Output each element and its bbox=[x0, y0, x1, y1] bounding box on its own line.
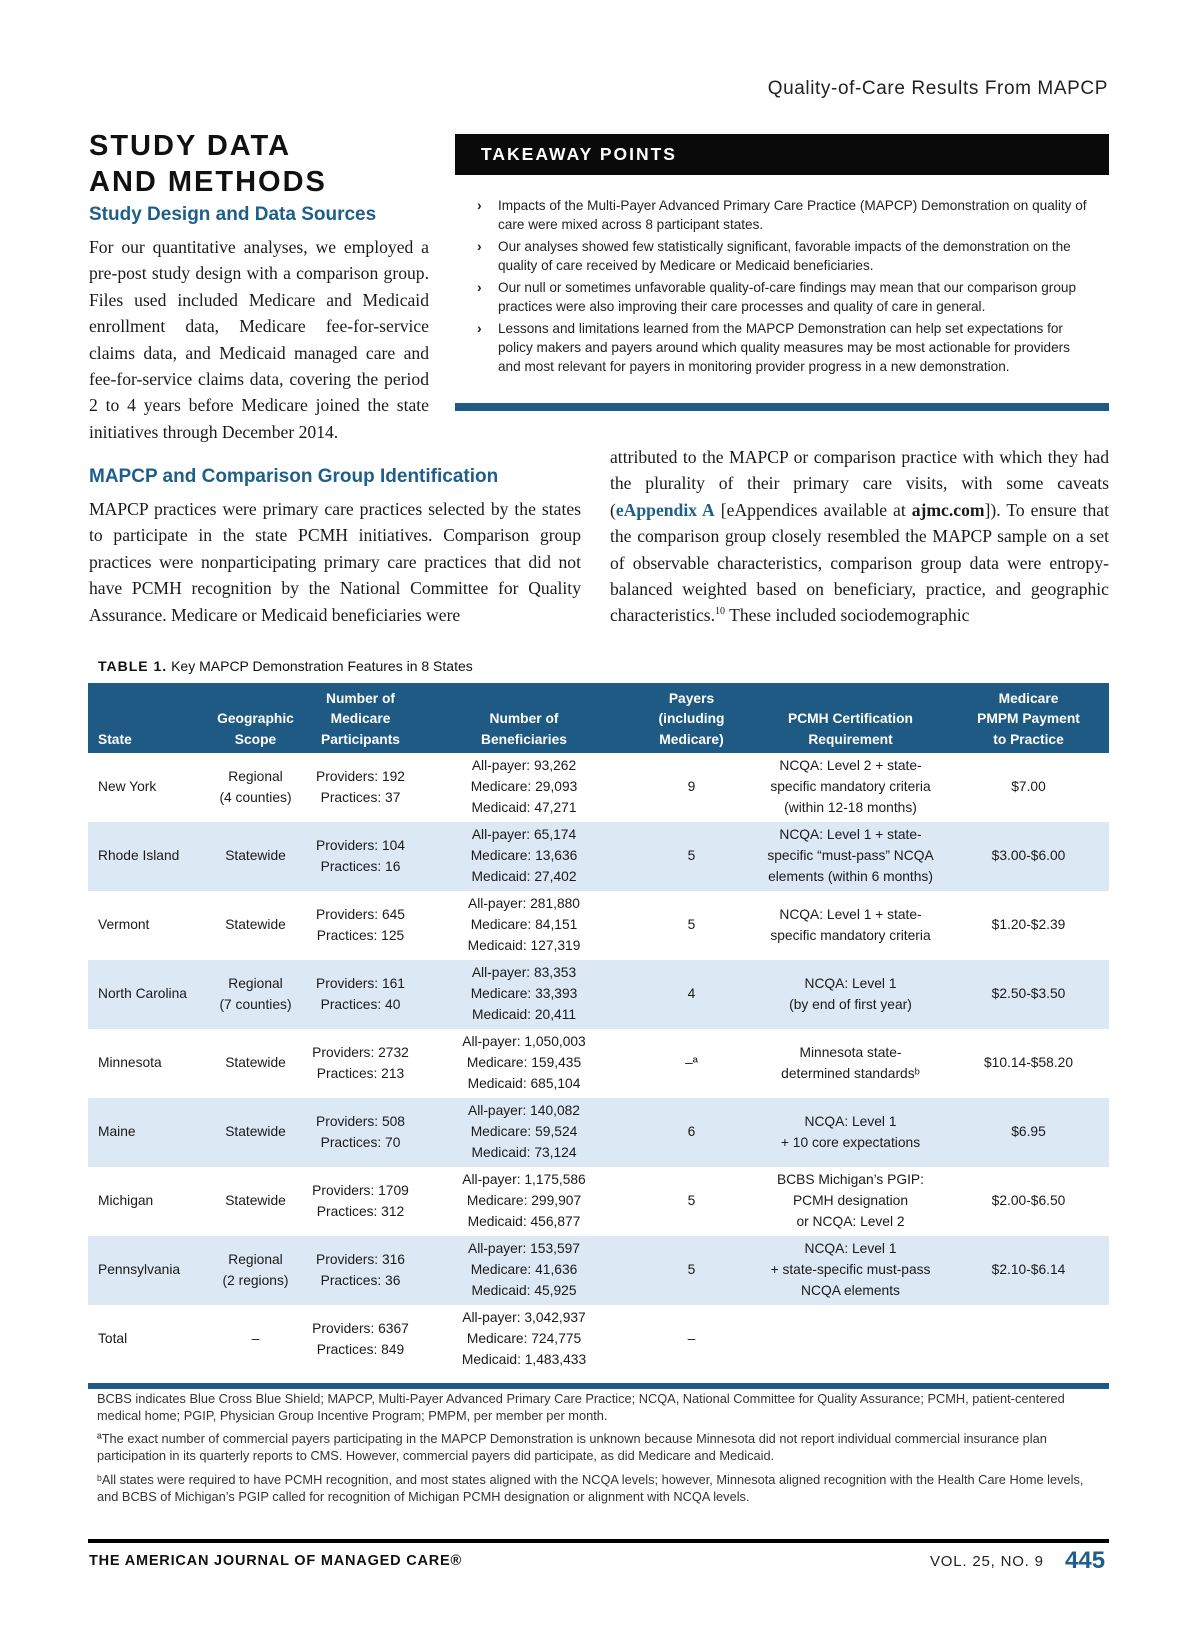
table-cell-state: Vermont bbox=[98, 917, 150, 933]
table-cell-pcmh-certification: BCBS Michigan’s PGIP: PCMH designation or NCQA: Level 2 bbox=[777, 1172, 924, 1229]
table-row bbox=[88, 960, 1109, 1029]
table-caption: TABLE 1. Key MAPCP Demonstration Features in 8 States bbox=[98, 658, 473, 674]
table-note-b: ᵇAll states were required to have PCMH recognition, and most states aligned with the NCQA levels; however, Minnesota aligned recognition with the Health Care Home levels, and BCBS of Michigan’s PGIP called for recognition of Michigan PCMH designation or alignment with NCQA levels. bbox=[97, 1472, 1084, 1504]
table-note-a: ªThe exact number of commercial payers participating in the MAPCP Demonstration is unknown because Minnesota did not report individual commercial insurance plan participation in its quarterly reports to CMS. However, commercial payers did participate, as did Medicare and Medicaid. bbox=[97, 1431, 1047, 1463]
features-table bbox=[88, 683, 1109, 1374]
bullet-chevron-icon: › bbox=[477, 320, 482, 336]
table-header-row bbox=[88, 683, 1109, 753]
table-row bbox=[88, 1236, 1109, 1305]
table-cell-pmpm-payment bbox=[948, 1305, 1109, 1374]
table-cell-participants: Providers: 6367 Practices: 849 bbox=[312, 1320, 409, 1357]
table-cell-beneficiaries: All-payer: 281,880 Medicare: 84,151 Medicaid: 127,319 bbox=[467, 896, 581, 953]
table-cell-pmpm-payment: $7.00 bbox=[1011, 779, 1046, 795]
volume-issue: VOL. 25, NO. 9 bbox=[930, 1553, 1044, 1570]
section-title bbox=[89, 128, 429, 200]
table-cell-payers: –ª bbox=[685, 1055, 698, 1071]
table-cell-participants: Providers: 192 Practices: 37 bbox=[316, 768, 405, 805]
column-header-payers: Payers (including Medicare) bbox=[630, 683, 753, 753]
table-row bbox=[88, 1098, 1109, 1167]
column-header-pmpm-payment: Medicare PMPM Payment to Practice bbox=[948, 683, 1109, 753]
table-cell-pmpm-payment: $2.50-$3.50 bbox=[948, 960, 1109, 1029]
column-header-pcmh-certification: PCMH Certification Requirement bbox=[753, 683, 948, 753]
table-cell-state: Minnesota bbox=[98, 1055, 162, 1071]
table-row bbox=[88, 891, 1109, 960]
table-cell-payers: 5 bbox=[687, 1193, 696, 1209]
table-cell-pmpm-payment: $1.20-$2.39 bbox=[991, 917, 1066, 933]
table-cell-participants: Providers: 161 Practices: 40 bbox=[303, 960, 418, 1029]
table-cell-pcmh-certification: NCQA: Level 1 + state-specific must-pass NCQA elements bbox=[753, 1236, 948, 1305]
table-cell-geographic-scope: Statewide bbox=[208, 1098, 303, 1167]
column-header-state: State bbox=[88, 683, 208, 753]
table-cell-beneficiaries: All-payer: 93,262 Medicare: 29,093 Medicaid: 47,271 bbox=[470, 758, 578, 815]
table-cell-pmpm-payment: $10.14-$58.20 bbox=[984, 1055, 1073, 1071]
table-cell-pcmh-certification: NCQA: Level 2 + state- specific mandatory criteria (within 12-18 months) bbox=[770, 758, 931, 815]
bullet-chevron-icon: › bbox=[477, 279, 482, 295]
takeaway-point: › Impacts of the Multi-Payer Advanced Primary Care Practice (MAPCP) Demonstration on quality of care were mixed across 8 participant states. bbox=[477, 197, 1087, 232]
table-cell-pcmh-certification: NCQA: Level 1 + state- specific “must-pass” NCQA elements (within 6 months) bbox=[753, 822, 948, 891]
table-cell-payers: 6 bbox=[630, 1098, 753, 1167]
table-cell-beneficiaries: All-payer: 3,042,937 Medicare: 724,775 Medicaid: 1,483,433 bbox=[461, 1310, 587, 1367]
table-cell-beneficiaries: All-payer: 153,597 Medicare: 41,636 Medicaid: 45,925 bbox=[418, 1236, 630, 1305]
table-cell-geographic-scope: Statewide bbox=[208, 822, 303, 891]
table-cell-state: Total bbox=[98, 1331, 128, 1347]
table-cell-pmpm-payment: $2.10-$6.14 bbox=[948, 1236, 1109, 1305]
table-cell-pcmh-certification: NCQA: Level 1 (by end of first year) bbox=[753, 960, 948, 1029]
table-cell-beneficiaries: All-payer: 1,050,003 Medicare: 159,435 Medicaid: 685,104 bbox=[462, 1034, 586, 1091]
table-cell-beneficiaries: All-payer: 83,353 Medicare: 33,393 Medicaid: 20,411 bbox=[418, 960, 630, 1029]
table-cell-geographic-scope: – bbox=[251, 1331, 260, 1347]
table-cell-pcmh-certification: NCQA: Level 1 + 10 core expectations bbox=[753, 1098, 948, 1167]
table-cell-beneficiaries: All-payer: 65,174 Medicare: 13,636 Medicaid: 27,402 bbox=[418, 822, 630, 891]
table-row bbox=[88, 1029, 1109, 1098]
table-label: TABLE 1. bbox=[98, 658, 168, 674]
table-cell-payers: 9 bbox=[687, 779, 696, 795]
running-head: Quality-of-Care Results From MAPCP bbox=[767, 78, 1108, 99]
table-cell-geographic-scope: Regional (7 counties) bbox=[208, 960, 303, 1029]
table-cell-participants: Providers: 1709 Practices: 312 bbox=[312, 1182, 409, 1219]
table-cell-state: Pennsylvania bbox=[88, 1236, 208, 1305]
table-cell-participants: Providers: 508 Practices: 70 bbox=[303, 1098, 418, 1167]
table-cell-payers: 5 bbox=[687, 917, 696, 933]
table-cell-pcmh-certification: Minnesota state- determined standardsᵇ bbox=[781, 1044, 920, 1081]
journal-name: THE AMERICAN JOURNAL OF MANAGED CARE® bbox=[89, 1553, 462, 1569]
table-cell-state: Maine bbox=[88, 1098, 208, 1167]
column-header-geographic-scope: Geographic Scope bbox=[208, 683, 303, 753]
table-cell-pmpm-payment: $6.95 bbox=[948, 1098, 1109, 1167]
table-cell-beneficiaries: All-payer: 1,175,586 Medicare: 299,907 Medicaid: 456,877 bbox=[462, 1172, 586, 1229]
table-cell-payers: 4 bbox=[630, 960, 753, 1029]
paragraph-design: For our quantitative analyses, we employed a pre-post study design with a comparison group. Files used included Medicare and Medicaid enrollment data, Medicare fee-for-service claims data, and Medicaid managed care and fee-for-service claims data, covering the period 2 to 4 years before Medicare joined the state initiatives through December 2014. bbox=[89, 237, 429, 442]
table-cell-pmpm-payment: $3.00-$6.00 bbox=[948, 822, 1109, 891]
takeaway-title: TAKEAWAY POINTS bbox=[481, 144, 677, 164]
table-cell-geographic-scope: Statewide bbox=[225, 917, 286, 933]
table-row bbox=[88, 1167, 1109, 1236]
subsection-heading-identification: MAPCP and Comparison Group Identification bbox=[89, 466, 499, 487]
takeaway-point: › Lessons and limitations learned from the MAPCP Demonstration can help set expectations for policy makers and payers around which quality measures may be most actionable for providers and most relevant for payers in monitoring provider progress in a new demonstration. bbox=[477, 320, 1070, 374]
eappendix-link[interactable]: eAppendix A bbox=[615, 499, 715, 520]
section-title-line1: STUDY DATA bbox=[89, 130, 292, 162]
section-title-line2: AND METHODS bbox=[89, 166, 327, 198]
table-bottom-rule bbox=[88, 1383, 1109, 1389]
bullet-chevron-icon: › bbox=[477, 197, 482, 213]
table-cell-state: Michigan bbox=[98, 1193, 154, 1209]
table-cell-state: North Carolina bbox=[88, 960, 208, 1029]
ajmc-link[interactable]: ajmc.com bbox=[911, 499, 985, 520]
table-cell-payers: – bbox=[687, 1331, 696, 1347]
column-header-beneficiaries: Number of Beneficiaries bbox=[418, 683, 630, 753]
takeaway-list bbox=[477, 196, 1089, 379]
table-cell-geographic-scope: Regional (4 counties) bbox=[219, 768, 292, 805]
paragraph-identification: MAPCP practices were primary care practices selected by the states to participate in the state PCMH initiatives. Comparison group practices were nonparticipating primary care practices that did not have PCMH recognition by the National Committee for Quality Assurance. Medicare or Medicaid beneficiaries were bbox=[89, 499, 581, 625]
table-cell-geographic-scope: Regional (2 regions) bbox=[208, 1236, 303, 1305]
takeaway-header bbox=[455, 134, 1109, 175]
table-note-abbreviations: BCBS indicates Blue Cross Blue Shield; MAPCP, Multi-Payer Advanced Primary Care Practice; NCQA, National Committee for Quality Assurance; PCMH, patient-centered medical home; PGIP, Physician Group Incentive Program; PMPM, per member per month. bbox=[97, 1391, 1065, 1423]
table-row bbox=[88, 822, 1109, 891]
reference-10[interactable]: 10 bbox=[715, 606, 726, 618]
table-cell-participants: Providers: 645 Practices: 125 bbox=[316, 906, 405, 943]
table-cell-geographic-scope: Statewide bbox=[225, 1193, 286, 1209]
table-cell-state: Rhode Island bbox=[88, 822, 208, 891]
table-cell-beneficiaries: All-payer: 140,082 Medicare: 59,524 Medicaid: 73,124 bbox=[418, 1098, 630, 1167]
table-cell-state: New York bbox=[98, 779, 157, 795]
table-row bbox=[88, 1305, 1109, 1374]
table-cell-pmpm-payment: $2.00-$6.50 bbox=[991, 1193, 1066, 1209]
page-number: 445 bbox=[1065, 1547, 1106, 1574]
table-cell-participants: Providers: 2732 Practices: 213 bbox=[312, 1044, 409, 1081]
table-cell-geographic-scope: Statewide bbox=[225, 1055, 286, 1071]
footer-rule bbox=[88, 1539, 1109, 1543]
table-cell-participants: Providers: 104 Practices: 16 bbox=[303, 822, 418, 891]
table-cell-payers: 5 bbox=[630, 1236, 753, 1305]
subsection-heading-design: Study Design and Data Sources bbox=[89, 204, 377, 225]
table-cell-participants: Providers: 316 Practices: 36 bbox=[303, 1236, 418, 1305]
table-cell-pcmh-certification bbox=[753, 1305, 948, 1374]
table-cell-pcmh-certification: NCQA: Level 1 + state- specific mandatory criteria bbox=[770, 906, 931, 943]
takeaway-point: › Our null or sometimes unfavorable quality-of-care findings may mean that our comparison group practices were also improving their care processes and quality of care in general. bbox=[477, 279, 1077, 314]
takeaway-point: › Our analyses showed few statistically significant, favorable impacts of the demonstration on the quality of care received by Medicare or Medicaid beneficiaries. bbox=[477, 238, 1071, 273]
table-row bbox=[88, 753, 1109, 822]
table-cell-payers: 5 bbox=[630, 822, 753, 891]
bullet-chevron-icon: › bbox=[477, 238, 482, 254]
takeaway-bottom-rule bbox=[455, 403, 1109, 411]
paragraph-attribution: attributed to the MAPCP or comparison practice with which they had the plurality of their primary care visits, with some caveats (eAppendix A [eAppendices available at ajmc.com]). To ensure that the comparison group closely resembled the MAPCP sample on a set of observable characteristics, comparison group data were entropy-balanced weighted based on beneficiary, practice, and geographic characteristics.$^{10}$ These included sociodemographic bbox=[610, 447, 1109, 626]
column-header-participants: Number of Medicare Participants bbox=[303, 683, 418, 753]
